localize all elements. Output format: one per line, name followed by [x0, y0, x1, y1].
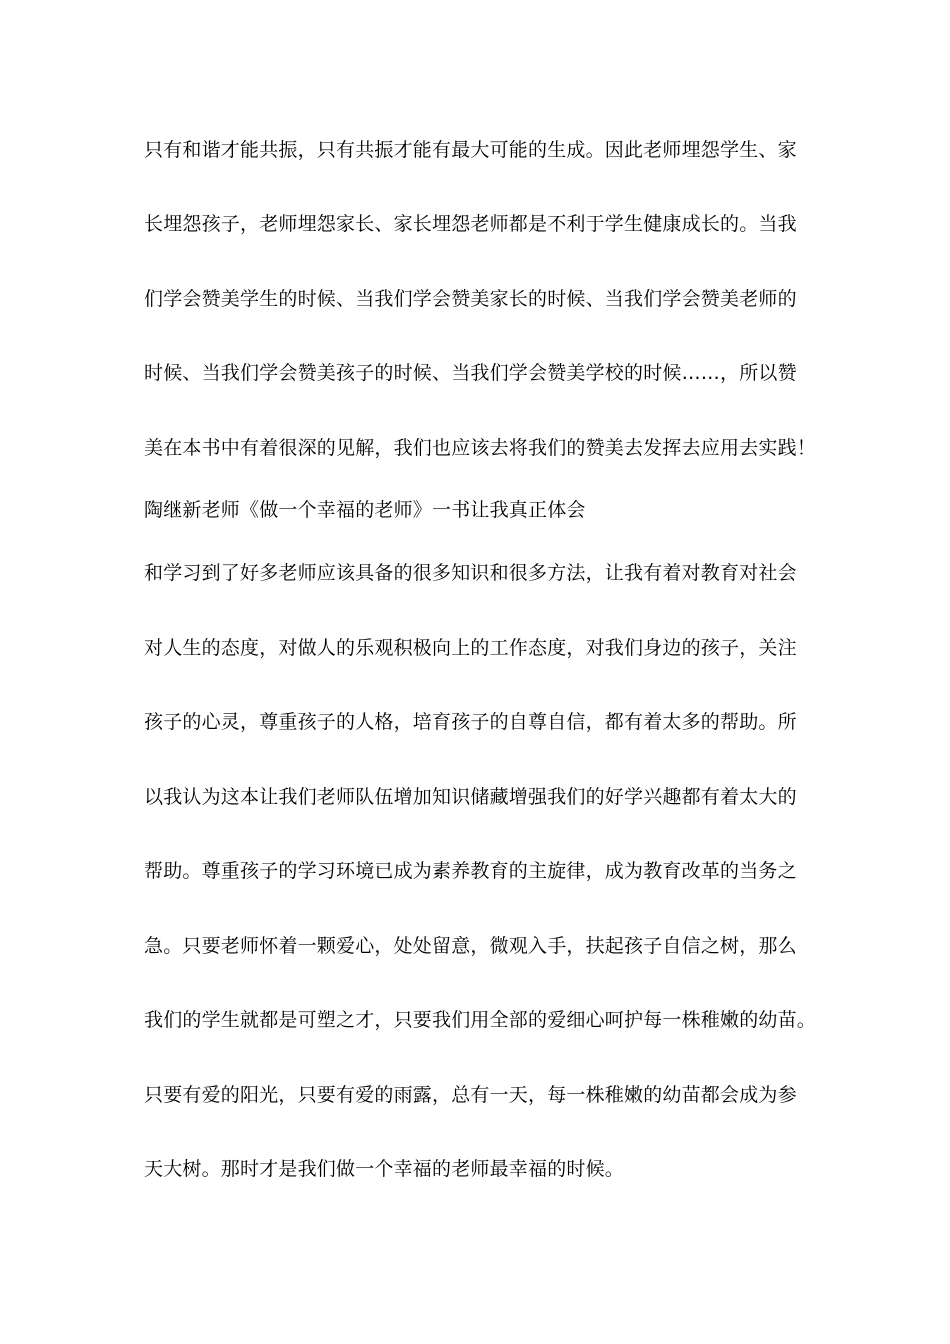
- text-line: 我们的学生就都是可塑之才，只要我们用全部的爱细心呵护每一株稚嫩的幼苗。: [144, 1009, 817, 1031]
- text-line: 陶继新老师《做一个幸福的老师》一书让我真正体会: [144, 499, 586, 521]
- text-line: 美在本书中有着很深的见解，我们也应该去将我们的赞美去发挥去应用去实践！: [144, 437, 817, 459]
- text-line: 长埋怨孩子，老师埋怨家长、家长埋怨老师都是不利于学生健康成长的。当我: [144, 213, 797, 235]
- text-line: 急。只要老师怀着一颗爱心，处处留意，微观入手，扶起孩子自信之树，那么: [144, 935, 797, 957]
- text-line: 以我认为这本让我们老师队伍增加知识储藏增强我们的好学兴趣都有着太大的: [144, 786, 797, 808]
- text-line: 对人生的态度，对做人的乐观积极向上的工作态度，对我们身边的孩子，关注: [144, 637, 797, 659]
- text-line: 只有和谐才能共振，只有共振才能有最大可能的生成。因此老师埋怨学生、家: [144, 139, 797, 161]
- text-line: 天大树。那时才是我们做一个幸福的老师最幸福的时候。: [144, 1158, 625, 1180]
- text-line: 只要有爱的阳光，只要有爱的雨露，总有一天，每一株稚嫩的幼苗都会成为参: [144, 1084, 797, 1106]
- text-line: 孩子的心灵，尊重孩子的人格，培育孩子的自尊自信，都有着太多的帮助。所: [144, 711, 797, 733]
- text-line: 时候、当我们学会赞美孩子的时候、当我们学会赞美学校的时候……，所以赞: [144, 362, 797, 384]
- text-line: 帮助。尊重孩子的学习环境已成为素养教育的主旋律，成为教育改革的当务之: [144, 860, 797, 882]
- text-line: 们学会赞美学生的时候、当我们学会赞美家长的时候、当我们学会赞美老师的: [144, 288, 797, 310]
- text-line: 和学习到了好多老师应该具备的很多知识和很多方法，让我有着对教育对社会: [144, 562, 797, 584]
